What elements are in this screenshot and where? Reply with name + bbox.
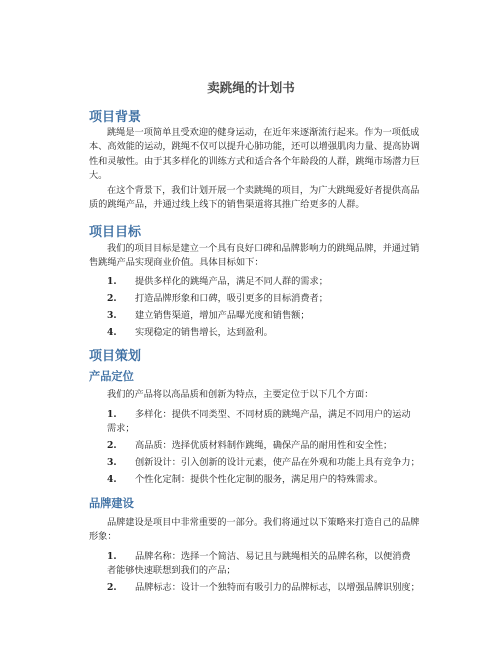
- list-text-continued: 需求；: [107, 423, 135, 435]
- list-number: 3.: [107, 457, 117, 468]
- list-text: 实现稳定的销售增长，达到盈利。: [135, 327, 273, 338]
- list-text: 创新设计：引入创新的设计元素，使产品在外观和功能上具有竞争力；: [135, 457, 420, 468]
- list-number: 4.: [107, 327, 117, 338]
- brand-paragraph-1: 品牌建设是项目中非常重要的一部分。我们将通过以下策略来打造自己的品牌形象：: [89, 517, 420, 543]
- list-item: [89, 473, 421, 487]
- list-number: 1.: [107, 551, 117, 562]
- list-text-continued: 者能够快速联想到我们的产品；: [107, 565, 236, 577]
- subsection-heading-brand: 品牌建设: [89, 497, 134, 510]
- list-text: 品牌标志：设计一个独特而有吸引力的品牌标志，以增强品牌识别度；: [135, 582, 420, 593]
- list-item: [89, 456, 421, 470]
- list-text: 品牌名称：选择一个简洁、易记且与跳绳相关的品牌名称，以便消费: [135, 551, 411, 562]
- list-number: 1.: [107, 276, 117, 287]
- list-number: 3.: [107, 310, 117, 321]
- list-text: 个性化定制：提供个性化定制的服务，满足用户的特殊需求。: [135, 474, 384, 485]
- list-text: 提供多样化的跳绳产品，满足不同人群的需求；: [135, 276, 328, 287]
- list-number: 2.: [107, 582, 117, 593]
- list-item: [89, 408, 421, 437]
- list-item: [89, 309, 421, 323]
- list-number: 2.: [107, 440, 117, 451]
- list-number: 1.: [107, 409, 117, 420]
- section-heading-plan: 项目策划: [89, 349, 142, 364]
- list-item: [89, 326, 421, 340]
- background-paragraph-1: 跳绳是一项简单且受欢迎的健身运动，在近年来逐渐流行起来。作为一项低成本、高效能的运动，跳绳不仅可以提升心肺功能，还可以增强肌肉力量、提高协调性和灵敏性。由于其多样化的训练方式和适合各个年龄段的人群，跳绳市场潜力巨大。: [89, 127, 420, 182]
- section-heading-goals: 项目目标: [89, 225, 142, 240]
- document-title: 卖跳绳的计划书: [207, 80, 295, 95]
- list-text: 多样化：提供不同类型、不同材质的跳绳产品，满足不同用户的运动: [135, 409, 411, 420]
- list-item: [89, 581, 421, 595]
- list-item: [89, 292, 421, 306]
- positioning-paragraph-1: 我们的产品将以高品质和创新为特点，主要定位于以下几个方面：: [107, 389, 374, 400]
- list-item: [89, 439, 421, 453]
- subsection-heading-positioning: 产品定位: [89, 370, 134, 383]
- goals-paragraph-1: 我们的项目目标是建立一个具有良好口碑和品牌影响力的跳绳品牌，并通过销售跳绳产品实现商业价值。具体目标如下：: [89, 243, 420, 269]
- list-number: 2.: [107, 293, 117, 304]
- list-text: 建立销售渠道，增加产品曝光度和销售额；: [135, 310, 310, 321]
- list-text: 高品质：选择优质材料制作跳绳，确保产品的耐用性和安全性；: [135, 440, 393, 451]
- list-number: 4.: [107, 474, 117, 485]
- section-heading-background: 项目背景: [89, 110, 142, 125]
- background-paragraph-2: 在这个背景下，我们计划开展一个卖跳绳的项目，为广大跳绳爱好者提供高品质的跳绳产品，并通过线上线下的销售渠道将其推广给更多的人群。: [89, 185, 420, 211]
- list-item: [89, 550, 421, 579]
- list-item: [89, 275, 421, 289]
- list-text: 打造品牌形象和口碑，吸引更多的目标消费者；: [135, 293, 328, 304]
